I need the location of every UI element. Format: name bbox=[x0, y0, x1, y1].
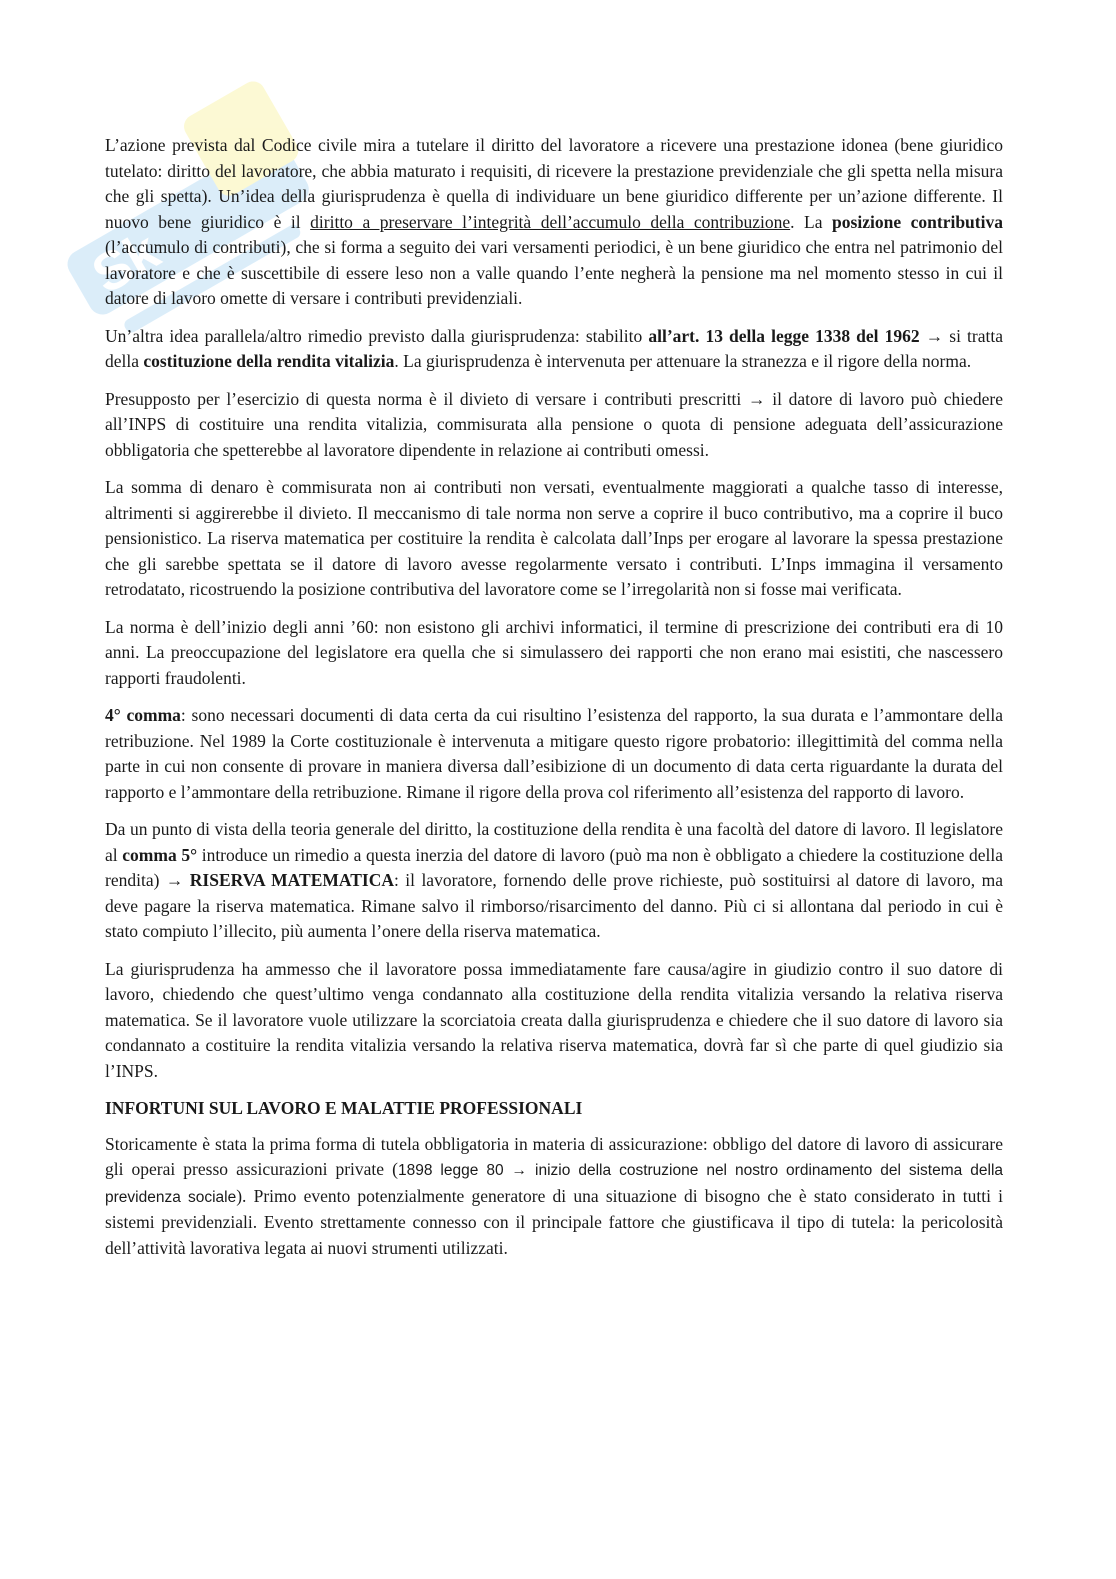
paragraph-5: La norma è dell’inizio degli anni ’60: non esistono gli archivi informatici, il termine di prescrizione dei contributi era di 10 anni. La preoccupazione del legislatore era quella che si simulassero dei rapporti che non erano mai esistiti, che nascessero rapporti fraudolenti. bbox=[105, 616, 1003, 688]
bold-term: costituzione della rendita vitalizia bbox=[143, 351, 395, 371]
paragraph-9: Storicamente è stata la prima forma di tutela obbligatoria in materia di assicurazione: obbligo del datore di lavoro di assicurare gli operai presso assicurazioni private (1898 legge 80 → inizio della costruzione nel nostro ordinamento del sistema della previdenza sociale). Primo evento potenzialmente generatore di una situazione di bisogno che è stato considerato in tutti i sistemi previdenziali. Evento strettamente connesso con il principale fattore che giustificava il tipo di tutela: la pericolosità dell’attività lavorativa legata ai nuovi strumenti utilizzati. bbox=[105, 1133, 1004, 1258]
paragraph-3: Presupposto per l’esercizio di questa norma è il divieto di versare i contributi prescritti → il datore di lavoro può chiedere all’INPS di costituire una rendita vitalizia, commisurata alla pensione o quota di pensione adeguata dell’assicurazione obbligatoria che spetterebbe al lavoratore dipendente in relazione ai contributi omessi. bbox=[105, 388, 1004, 460]
paragraph-2: Un’altra idea parallela/altro rimedio previsto dalla giurisprudenza: stabilito all’art. 13 della legge 1338 del 1962 → si tratta della costituzione della rendita vitalizia. La giurisprudenza è intervenuta per attenuare la stranezza e il rigore della norma. bbox=[105, 325, 1003, 371]
document-body bbox=[105, 133, 1003, 1273]
bold-term: RISERVA MATEMATICA bbox=[189, 870, 394, 890]
bold-term: comma 5° bbox=[122, 844, 198, 865]
bold-term: 4° comma bbox=[105, 705, 181, 725]
arrow-icon: → bbox=[741, 388, 773, 409]
svg-text:Sk: Sk bbox=[82, 220, 170, 306]
paragraph-7: Da un punto di vista della teoria generale del diritto, la costituzione della rendita è una facoltà del datore di lavoro. Il legislatore al comma 5° introduce un rimedio a questa inerzia del datore di lavoro (può ma non è obbligato a chiedere la costituzione della rendita) → RISERVA MATEMATICA: il lavoratore, fornendo delle prove richieste, può sostituirsi al datore di lavoro, ma deve pagare la riserva matematica. Rimane salvo il rimborso/risarcimento del danno. Più ci si allontana dal periodo in cui è stato compiuto l’illecito, più aumenta l’onere della riserva matematica. bbox=[105, 819, 1003, 941]
paragraph-4: La somma di denaro è commisurata non ai contributi non versati, eventualmente maggiorati a qualche tasso di interesse, altrimenti si aggirerebbe il divieto. Il meccanismo di tale norma non serve a coprire il buco contributivo, ma a coprire il buco pensionistico. La riserva matematica per costituire la rendita è calcolata dall’Inps per erogare al lavorare la spessa prestazione che gli sarebbe spettata se il datore di lavoro avesse regolarmente versato i contributi. L’Inps immagina il versamento retrodatato, ricostruendo la posizione contributiva del lavoratore come se l’irregolarità non si fosse mai verificata. bbox=[105, 477, 1003, 599]
paragraph-6: 4° comma: sono necessari documenti di data certa da cui risultino l’esistenza del rapporto, la sua durata e l’ammontare della retribuzione. Nel 1989 la Corte costituzionale è intervenuta a mitigare questo rigore probatorio: illegittimità del comma nella parte in cui non consente di provare in maniera diversa dall’esibizione di un documento di data certa riguardante la durata del rapporto e l’ammontare della retribuzione. Rimane il rigore della prova col riferimento all’esistenza del rapporto di lavoro. bbox=[105, 705, 1003, 802]
arrow-icon: → bbox=[919, 325, 950, 346]
paragraph-8: La giurisprudenza ha ammesso che il lavoratore possa immediatamente fare causa/agire in giudizio contro il suo datore di lavoro, chiedendo che quest’ultimo venga condannato alla costituzione della rendita vitalizia versando la relativa riserva matematica. Se il lavoratore vuole utilizzare la scorciatoia creata dalla giurisprudenza e chiedere che il suo datore di lavoro sia condannato a costituire la rendita vitalizia versando la relativa riserva matematica, dovrà far sì che parte di quel giudizio sia l’INPS. bbox=[105, 958, 1003, 1081]
paragraph-1: L’azione prevista dal Codice civile mira a tutelare il diritto del lavoratore a ricevere una prestazione idonea (bene giuridico tutelato: diritto del lavoratore, che abbia maturato i requisiti, di ricevere la prestazione previdenziale che gli spetta nella misura che gli spetta). Un’idea della giurisprudenza è quella di individuare un bene giuridico differente per un’azione differente. Il nuovo bene giuridico è il diritto a preservare l’integrità dell’accumulo della contribuzione. La posizione contributiva (l’accumulo di contributi), che si forma a seguito dei vari versamenti periodici, è un bene giuridico che entra nel patrimonio del lavoratore e che è suscettibile di essere leso non a valle quando l’ente negherà la pensione ma nel momento stesso in cui il datore di lavoro omette di versare i contributi previdenziali. bbox=[105, 135, 1003, 308]
underlined-phrase: diritto a preservare l’integrità dell’accumulo della contribuzione bbox=[310, 211, 791, 232]
bold-reference: all’art. 13 della legge 1338 del 1962 bbox=[648, 325, 920, 346]
bold-term: posizione contributiva bbox=[832, 211, 1003, 232]
section-heading: INFORTUNI SUL LAVORO E MALATTIE PROFESSIONALI bbox=[105, 1098, 583, 1118]
sans-note: 1898 legge 80 → inizio della costruzione nel nostro ordinamento del sistema della previdenza sociale bbox=[105, 1162, 1004, 1206]
arrow-icon: → bbox=[159, 870, 190, 890]
